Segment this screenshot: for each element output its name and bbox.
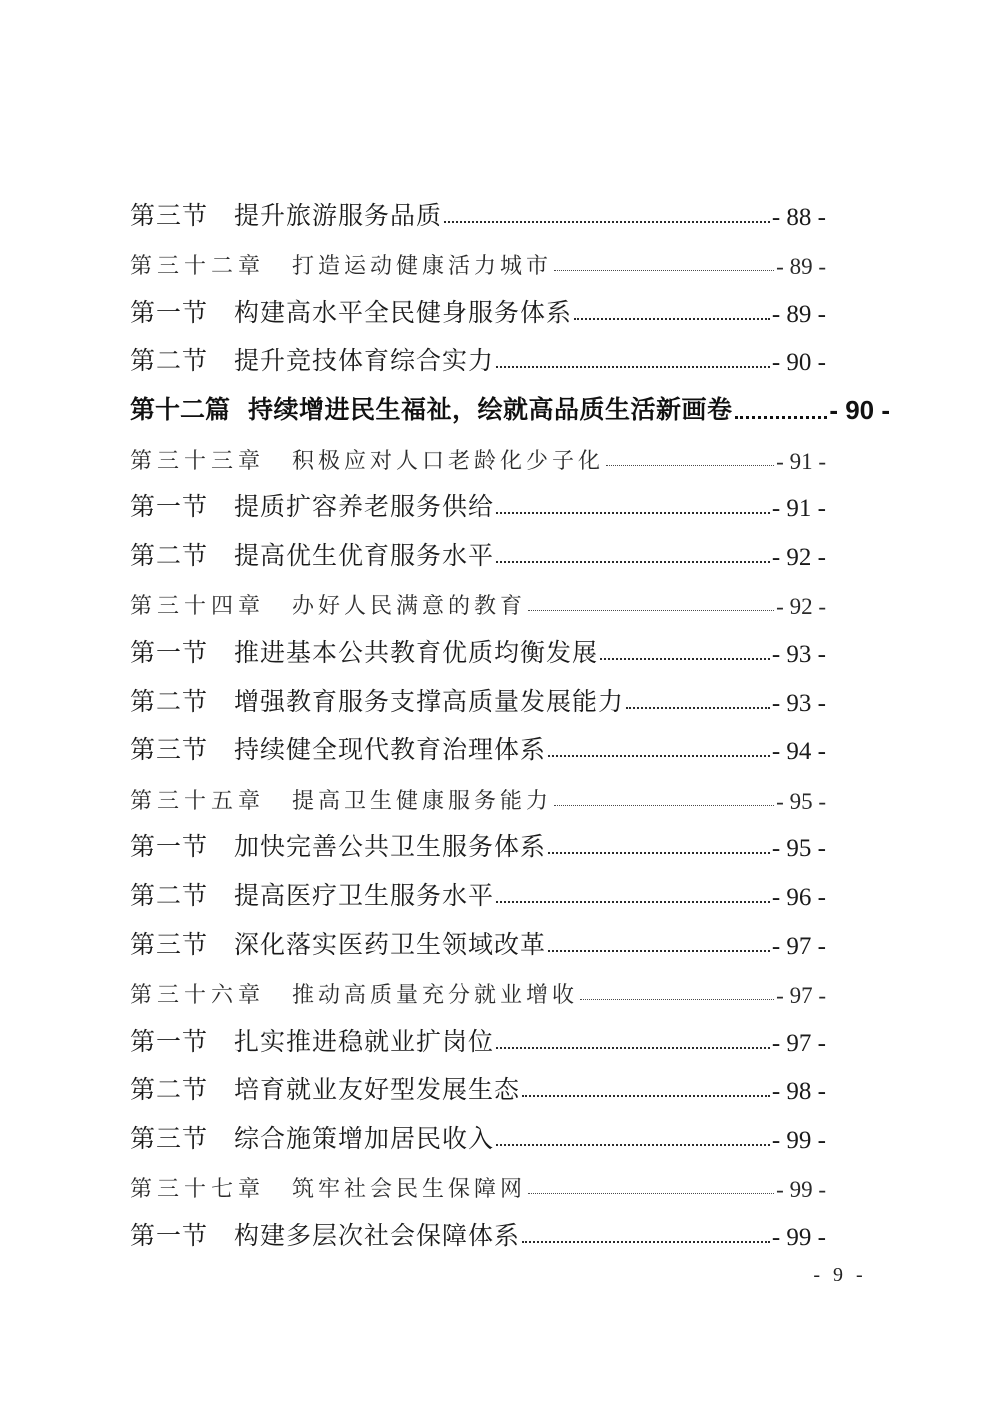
toc-entry-section[interactable] bbox=[130, 523, 826, 572]
entry-page: - 99 - bbox=[776, 1177, 826, 1203]
entry-title: 持续增进民生福祉，绘就高品质生活新画卷 bbox=[248, 395, 733, 424]
entry-page: - 89 - bbox=[771, 300, 826, 328]
table-of-contents bbox=[130, 183, 900, 1252]
entry-number: 第一节 bbox=[130, 1026, 209, 1056]
toc-entry-chapter[interactable] bbox=[130, 1155, 826, 1204]
entry-title: 提质扩容养老服务供给 bbox=[234, 492, 495, 522]
toc-entry-chapter[interactable] bbox=[130, 961, 826, 1010]
entry-text bbox=[130, 1119, 494, 1155]
entry-text bbox=[130, 589, 526, 620]
entry-title: 推进基本公共教育优质均衡发展 bbox=[234, 637, 599, 667]
entry-text bbox=[130, 730, 546, 766]
entry-text bbox=[130, 536, 494, 572]
entry-page: - 99 - bbox=[771, 1126, 826, 1154]
toc-entry-section[interactable] bbox=[130, 1203, 826, 1252]
entry-page: - 90 - bbox=[771, 349, 826, 377]
entry-title: 培育就业友好型发展生态 bbox=[234, 1075, 521, 1105]
entry-title: 深化落实医药卫生领域改革 bbox=[234, 929, 547, 959]
entry-number: 第一节 bbox=[130, 297, 209, 327]
entry-number: 第三十三章 bbox=[130, 448, 266, 474]
entry-text bbox=[130, 1172, 526, 1203]
entry-number: 第三节 bbox=[130, 929, 209, 959]
entry-text bbox=[130, 444, 604, 475]
entry-page: - 95 - bbox=[776, 788, 826, 814]
entry-number: 第三十五章 bbox=[130, 788, 266, 814]
entry-page: - 97 - bbox=[771, 1029, 826, 1057]
entry-page: - 93 - bbox=[771, 689, 826, 717]
dot-leader bbox=[548, 755, 770, 757]
entry-title: 提高卫生健康服务能力 bbox=[292, 788, 553, 814]
toc-entry-part[interactable] bbox=[130, 377, 890, 426]
entry-number: 第二节 bbox=[130, 880, 209, 910]
entry-text bbox=[130, 682, 624, 718]
entry-page: - 97 - bbox=[771, 932, 826, 960]
toc-entry-section[interactable] bbox=[130, 1058, 826, 1107]
entry-text bbox=[130, 196, 442, 232]
entry-text bbox=[130, 293, 572, 329]
entry-number: 第二节 bbox=[130, 686, 209, 716]
entry-number: 第三节 bbox=[130, 200, 209, 230]
entry-number: 第一节 bbox=[130, 492, 209, 522]
entry-title: 提高医疗卫生服务水平 bbox=[234, 880, 495, 910]
dot-leader bbox=[554, 805, 774, 806]
dot-leader bbox=[496, 1144, 770, 1146]
entry-text bbox=[130, 249, 552, 280]
dot-leader bbox=[496, 366, 770, 368]
entry-page: - 88 - bbox=[771, 203, 826, 231]
entry-number: 第三节 bbox=[130, 1123, 209, 1153]
entry-page: - 89 - bbox=[776, 254, 826, 280]
dot-leader bbox=[548, 950, 770, 952]
entry-text bbox=[130, 827, 546, 863]
entry-text bbox=[130, 784, 552, 815]
entry-title: 持续健全现代教育治理体系 bbox=[234, 735, 547, 765]
entry-title: 扎实推进稳就业扩岗位 bbox=[234, 1026, 495, 1056]
dot-leader bbox=[496, 1047, 770, 1049]
entry-page: - 97 - bbox=[776, 983, 826, 1009]
entry-text bbox=[130, 1022, 494, 1058]
dot-leader bbox=[444, 221, 770, 223]
entry-number: 第三十四章 bbox=[130, 594, 266, 620]
entry-text bbox=[130, 633, 598, 669]
entry-text bbox=[130, 978, 578, 1009]
entry-number: 第三十六章 bbox=[130, 983, 266, 1009]
entry-page: - 93 - bbox=[771, 640, 826, 668]
entry-number: 第一节 bbox=[130, 1221, 209, 1251]
entry-number: 第二节 bbox=[130, 346, 209, 376]
toc-entry-section[interactable] bbox=[130, 183, 826, 232]
entry-text bbox=[130, 390, 733, 426]
dot-leader bbox=[606, 465, 774, 466]
dot-leader bbox=[496, 901, 770, 903]
dot-leader bbox=[574, 318, 770, 320]
toc-entry-section[interactable] bbox=[130, 280, 826, 329]
entry-title: 推动高质量充分就业增收 bbox=[292, 983, 579, 1009]
dot-leader bbox=[600, 658, 770, 660]
entry-title: 提高优生优育服务水平 bbox=[234, 540, 495, 570]
toc-entry-chapter[interactable] bbox=[130, 232, 826, 281]
entry-title: 构建高水平全民健身服务体系 bbox=[234, 297, 573, 327]
entry-number: 第三十七章 bbox=[130, 1177, 266, 1203]
toc-entry-chapter[interactable] bbox=[130, 572, 826, 621]
entry-page: - 96 - bbox=[771, 883, 826, 911]
entry-page: - 99 - bbox=[771, 1224, 826, 1252]
dot-leader bbox=[735, 416, 828, 419]
entry-page: - 91 - bbox=[776, 448, 826, 474]
toc-entry-section[interactable] bbox=[130, 329, 826, 378]
toc-entry-section[interactable] bbox=[130, 620, 826, 669]
entry-page: - 98 - bbox=[771, 1078, 826, 1106]
entry-page: - 91 - bbox=[771, 495, 826, 523]
entry-title: 综合施策增加居民收入 bbox=[234, 1123, 495, 1153]
entry-title: 打造运动健康活力城市 bbox=[292, 254, 553, 280]
entry-page: - 92 - bbox=[776, 594, 826, 620]
dot-leader bbox=[528, 1193, 774, 1194]
dot-leader bbox=[522, 1241, 770, 1243]
entry-number: 第三十二章 bbox=[130, 254, 266, 280]
toc-entry-section[interactable] bbox=[130, 669, 826, 718]
entry-title: 积极应对人口老龄化少子化 bbox=[292, 448, 605, 474]
toc-entry-section[interactable] bbox=[130, 718, 826, 767]
entry-text bbox=[130, 925, 546, 961]
entry-number: 第二节 bbox=[130, 1075, 209, 1105]
entry-text bbox=[130, 487, 494, 523]
entry-page: - 95 - bbox=[771, 835, 826, 863]
entry-text bbox=[130, 1070, 520, 1106]
page-number: - 9 - bbox=[813, 1264, 867, 1286]
entry-text bbox=[130, 876, 494, 912]
dot-leader bbox=[548, 852, 770, 854]
entry-title: 提升竞技体育综合实力 bbox=[234, 346, 495, 376]
entry-page: - 90 - bbox=[829, 394, 890, 425]
entry-title: 筑牢社会民生保障网 bbox=[292, 1177, 527, 1203]
entry-title: 构建多层次社会保障体系 bbox=[234, 1221, 521, 1251]
entry-page: - 94 - bbox=[771, 738, 826, 766]
toc-entry-chapter[interactable] bbox=[130, 426, 826, 475]
entry-number: 第三节 bbox=[130, 735, 209, 765]
dot-leader bbox=[626, 707, 770, 709]
toc-entry-section[interactable] bbox=[130, 475, 826, 524]
dot-leader bbox=[580, 999, 774, 1000]
toc-entry-section[interactable] bbox=[130, 863, 826, 912]
dot-leader bbox=[554, 270, 774, 271]
entry-page: - 92 - bbox=[771, 543, 826, 571]
toc-entry-section[interactable] bbox=[130, 815, 826, 864]
entry-title: 办好人民满意的教育 bbox=[292, 594, 527, 620]
toc-entry-section[interactable] bbox=[130, 1106, 826, 1155]
dot-leader bbox=[528, 610, 774, 611]
entry-title: 增强教育服务支撑高质量发展能力 bbox=[234, 686, 625, 716]
entry-number: 第二节 bbox=[130, 540, 209, 570]
entry-text bbox=[130, 1216, 520, 1252]
dot-leader bbox=[522, 1095, 770, 1097]
entry-number: 第一节 bbox=[130, 832, 209, 862]
toc-entry-section[interactable] bbox=[130, 912, 826, 961]
dot-leader bbox=[496, 512, 770, 514]
entry-text bbox=[130, 341, 494, 377]
toc-entry-section[interactable] bbox=[130, 1009, 826, 1058]
entry-number: 第十二篇 bbox=[130, 395, 231, 424]
entry-title: 加快完善公共卫生服务体系 bbox=[234, 832, 547, 862]
toc-entry-chapter[interactable] bbox=[130, 766, 826, 815]
entry-title: 提升旅游服务品质 bbox=[234, 200, 443, 230]
entry-number: 第一节 bbox=[130, 637, 209, 667]
dot-leader bbox=[496, 561, 770, 563]
